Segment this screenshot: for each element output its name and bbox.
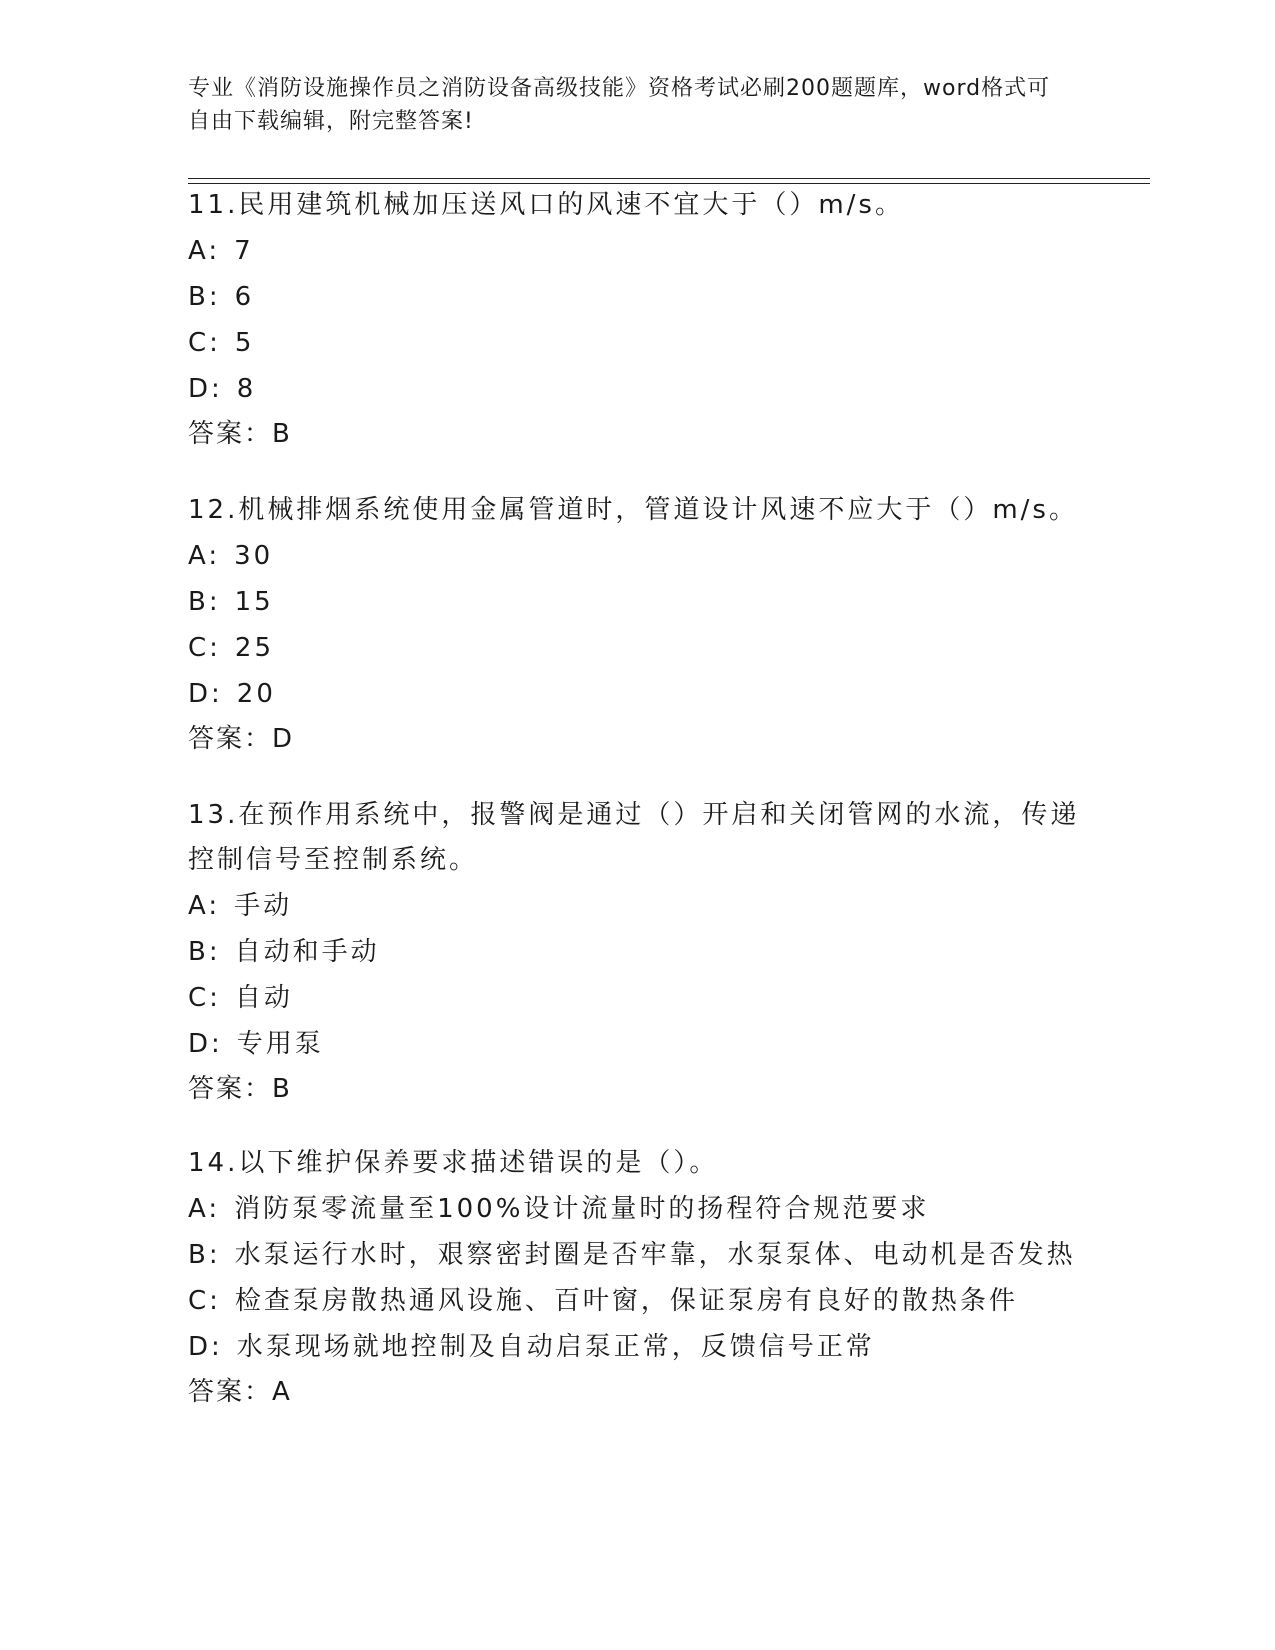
option-text: 专用泵 [236, 1029, 324, 1059]
question-12 [188, 488, 1088, 761]
option-d [188, 1324, 1088, 1370]
option-text: 水泵现场就地控制及自动启泵正常，反馈信号正常 [236, 1332, 875, 1362]
option-letter: A: [188, 1194, 221, 1224]
option-letter: D: [188, 679, 223, 709]
option-a [188, 1186, 1088, 1232]
answer-line: 答案：B [188, 1074, 292, 1104]
option-letter: C: [188, 633, 221, 663]
option-text: 6 [234, 282, 255, 312]
option-letter: D: [188, 1332, 223, 1362]
option-letter: B: [188, 282, 221, 312]
question-stem: 12.机械排烟系统使用金属管道时，管道设计风速不应大于（）m/s。 [188, 495, 1078, 525]
option-text: 自动 [234, 983, 293, 1013]
option-letter: D: [188, 1029, 223, 1059]
option-c [188, 975, 1088, 1021]
option-text: 8 [236, 374, 257, 404]
option-letter: B: [188, 587, 221, 617]
answer-line: 答案：B [188, 419, 292, 449]
option-letter: A: [188, 236, 221, 266]
option-letter: C: [188, 328, 221, 358]
option-letter: A: [188, 891, 221, 921]
header-divider-top [188, 178, 1150, 179]
option-a [188, 533, 1088, 579]
option-c [188, 625, 1088, 671]
option-text: 20 [236, 679, 276, 709]
answer-line: 答案：A [188, 1377, 292, 1407]
option-b [188, 579, 1088, 625]
question-11 [188, 183, 1088, 456]
question-14 [188, 1141, 1088, 1414]
answer-line: 答案：D [188, 724, 295, 754]
option-a [188, 883, 1088, 929]
option-b [188, 1232, 1088, 1278]
option-d [188, 1021, 1088, 1067]
option-text: 手动 [234, 891, 293, 921]
question-stem: 13.在预作用系统中，报警阀是通过（）开启和关闭管网的水流，传递控制信号至控制系统。 [188, 800, 1080, 875]
question-stem: 14.以下维护保养要求描述错误的是（）。 [188, 1148, 719, 1178]
option-letter: C: [188, 1286, 221, 1316]
option-text: 水泵运行水时，艰察密封圈是否牢靠，水泵泵体、电动机是否发热 [234, 1240, 1076, 1270]
option-c [188, 1278, 1088, 1324]
option-text: 5 [234, 328, 255, 358]
option-letter: D: [188, 374, 223, 404]
question-stem: 11.民用建筑机械加压送风口的风速不宜大于（）m/s。 [188, 190, 904, 220]
option-b [188, 929, 1088, 975]
option-text: 7 [234, 236, 254, 266]
option-text: 30 [234, 541, 274, 571]
option-text: 15 [234, 587, 274, 617]
option-text: 25 [234, 633, 275, 663]
option-letter: B: [188, 937, 221, 967]
option-a [188, 228, 1088, 274]
option-b [188, 274, 1088, 320]
option-letter: C: [188, 983, 221, 1013]
option-c [188, 320, 1088, 366]
document-header [188, 72, 1068, 138]
option-text: 检查泵房散热通风设施、百叶窗，保证泵房有良好的散热条件 [234, 1286, 1018, 1316]
header-intro-text: 专业《消防设施操作员之消防设备高级技能》资格考试必刷200题题库，word格式可自由下载编辑，附完整答案! [188, 76, 1051, 134]
option-d [188, 366, 1088, 412]
option-letter: B: [188, 1240, 221, 1270]
option-text: 自动和手动 [234, 937, 380, 967]
option-d [188, 671, 1088, 717]
question-13 [188, 793, 1088, 1111]
option-text: 消防泵零流量至100%设计流量时的扬程符合规范要求 [234, 1194, 930, 1224]
option-letter: A: [188, 541, 221, 571]
